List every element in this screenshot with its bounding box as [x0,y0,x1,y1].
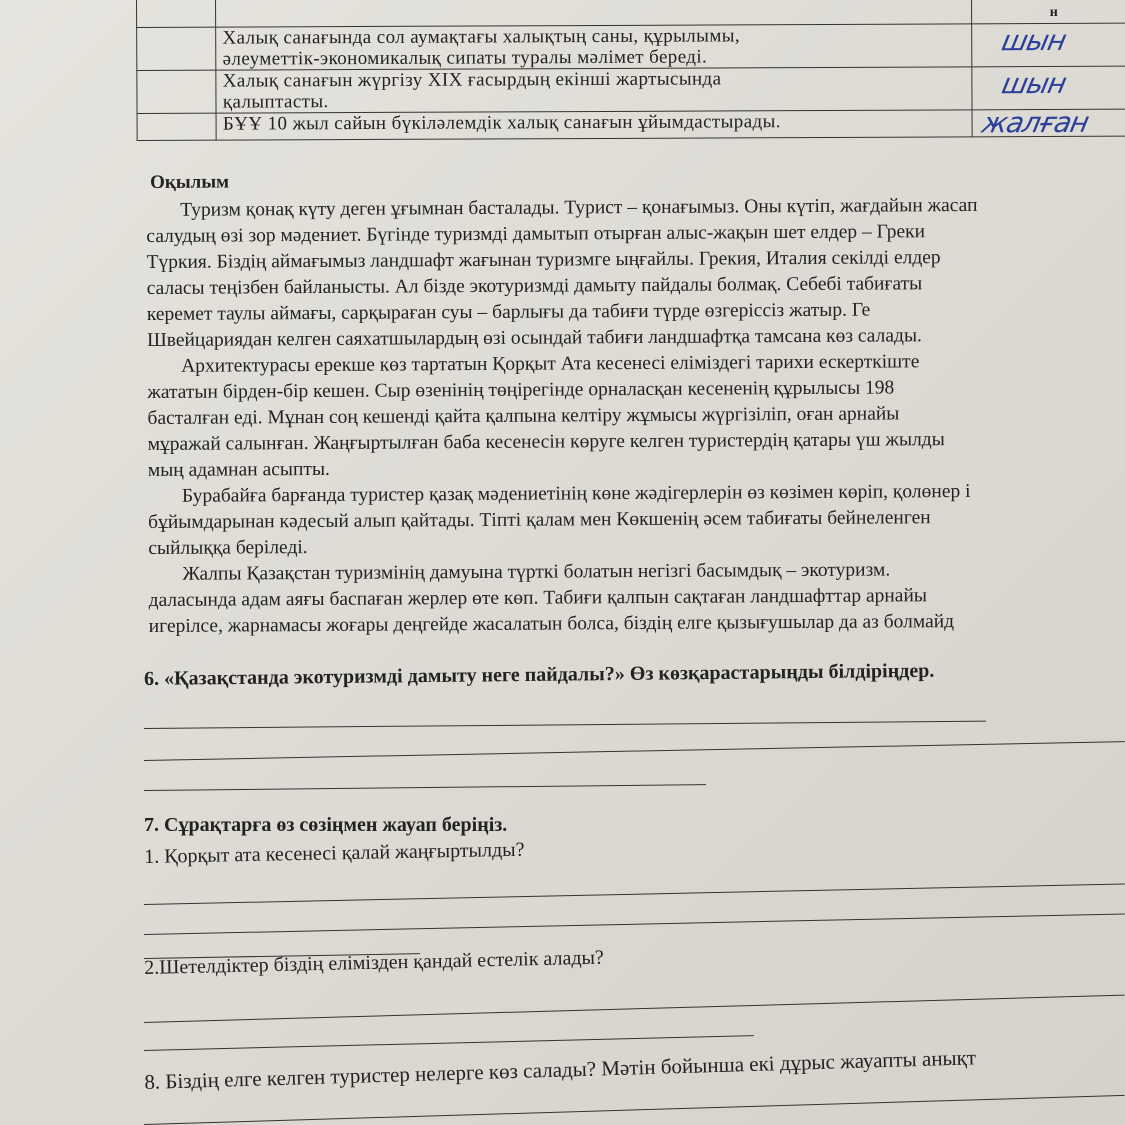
answer-line[interactable] [144,913,1125,935]
text-line: Архитектурасы ерекше көз тартатын Қорқыт Ата кесенесі еліміздегі тарихи ескерткіште [181,351,920,377]
answer-line[interactable] [144,995,1125,1023]
answer-line[interactable] [144,1035,754,1051]
text-line: Жалпы Қазақстан туризмінің дамуына түрткі болатын негізгі басымдық – экотуризм. [182,559,891,585]
text-line: Швейцариядан келген саяхатшылардың өзі осындай табиғи ландшафтқа тамсана көз салады. [146,325,922,351]
answer-cell[interactable] [972,23,1125,67]
answer-line[interactable] [144,1095,1125,1125]
statement-cell [216,110,972,140]
question-7-2: 2.Шетелдіктер біздің елімізден қандай естелік алады? [144,946,605,979]
statement-line: Халық санағын жүргізу XIX ғасырдың екінші жартысында [222,68,722,92]
answer-cell[interactable] [972,66,1125,110]
text-line: керемет таулы аймағы, сарқыраған суы – барлығы да табиғи түрде өзгеріссіз жатыр. Ге [146,299,871,325]
statement-line: әлеуметтік-экономикалық сипаты туралы мәлімет береді. [222,46,708,70]
question-7: 7. Сұрақтарға өз сөзіңмен жауап беріңіз. [144,814,508,836]
handwritten-answer: жалған [979,105,1092,140]
statement-cell [216,24,972,70]
text-line: Түркия. Біздің аймағымыз ландшафт жағынан туризмге ыңғайлы. Грекия, Италия секілді елдер [146,247,941,273]
text-line: басталған еді. Мұнан соң кешенді қайта қалпына келтіру жұмысы жүргізіліп, оған арнайы [147,403,900,429]
text-line: бұйымдарынан кәдесый алып қайтады. Тіпті қалам мен Көкшенің әсем табиғаты бейнеленген [148,507,931,533]
answer-line[interactable] [144,741,1125,761]
table-row [137,66,1125,113]
paragraph [146,192,1125,354]
answer-line[interactable] [144,883,1125,905]
reading-section [146,166,1125,640]
paragraph [148,556,1125,640]
text-line: мұражай салынған. Жаңғыртылған баба кесенесін көруге келген туристердің қатары үш жылды [147,429,945,455]
paragraph [148,478,1125,562]
question-6: 6. «Қазақстанда экотуризмді дамыту неге пайдалы?» Өз көзқарастарыңды білдіріңдер. [144,659,935,690]
answer-line[interactable] [144,784,706,791]
text-line: даласында адам аяғы баспаған жерлер өте көп. Табиғи қалпын сақтаған ландшафттар арнайы [148,585,928,611]
text-line: салудың өзі зор мәдениет. Бүгінде туризмді дамытып отырған алыс-жақын шет елдер – Греки [146,221,926,247]
statement-line: қалыптасты. [222,91,329,113]
true-false-table [136,0,1125,141]
statement-line: БҰҰ 10 жыл сайын бүкіләлемдік халық санағын ұйымдастырады. [222,111,781,135]
answer-line[interactable] [144,721,986,729]
text-line: Бурабайға барғанда туристер қазақ мәдениетінің көне жәдігерлерін өз көзімен көріп, қолөнер і [181,480,971,507]
question-7-1: 1. Қорқыт ата кесенесі қалай жаңғыртылды? [144,838,525,868]
text-line: мың адамнан асыпты. [147,458,330,481]
handwritten-answer: шын [999,66,1070,101]
table-row [137,23,1125,70]
paragraph [147,348,1125,484]
text-line: сыйлыққа беріледі. [148,537,308,559]
text-line: саласы теңізбен байланысты. Ал бізде экотуризмді дамыту пайдалы болмақ. Себебі табиғаты [146,273,923,299]
handwritten-answer: шын [999,23,1070,58]
statement-cell [216,67,972,113]
statement-line: Халық санағында сол аумақтағы халықтың саны, құрылымы, [222,25,741,49]
text-line: игерілсе, жарнамасы жоғары деңгейде жасалатын болса, біздің елге қызығушылар да аз болмайд [148,611,955,637]
answer-cell[interactable] [972,105,1125,140]
header-corner-label: н [972,0,1125,24]
text-line: Туризм қонақ күту деген ұғымнан басталады. Турист – қонағымыз. Оны күтіп, жағдайын жасап [180,194,978,221]
table-row [137,109,1125,140]
text-line: жататын бірден-бір кешен. Сыр өзенінің төңірегінде орналасқан кесененің құрылысы 198 [147,377,895,403]
reading-heading: Оқылым [149,171,230,193]
question-8: 8. Біздің елге келген туристер нелерге көз салады? Мәтін бойынша екі дұрыс жауапты анықт [144,1045,977,1094]
